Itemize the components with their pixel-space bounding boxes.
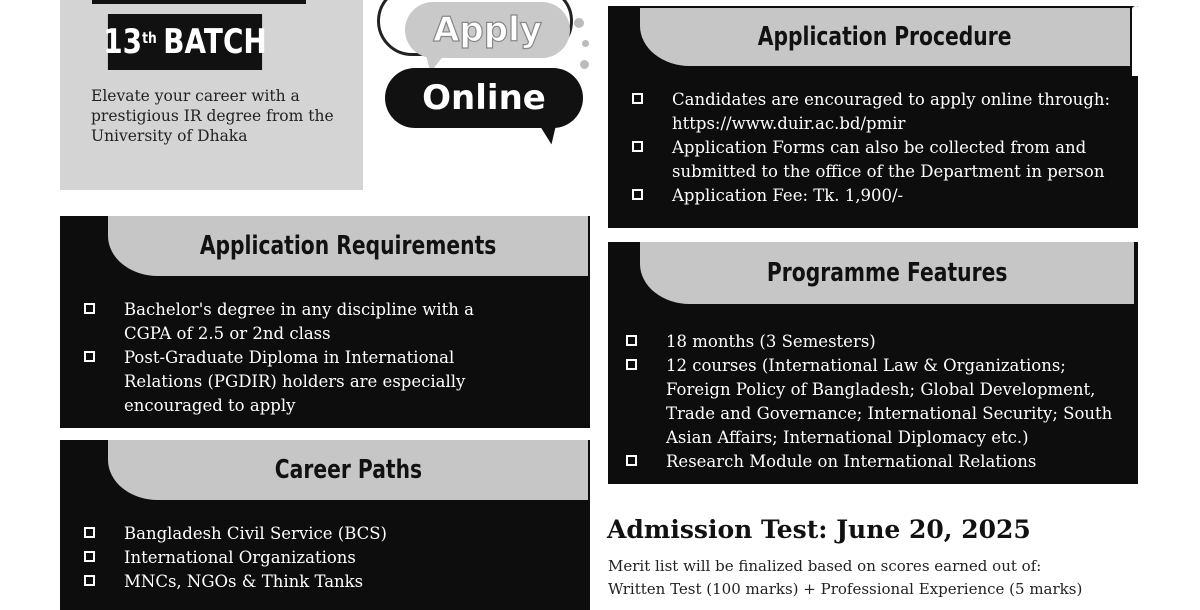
checkbox-icon [84,351,95,362]
list-item: Bangladesh Civil Service (BCS) [84,522,524,546]
checkbox-icon [632,93,643,104]
procedure-title: Application Procedure [758,22,1012,52]
checkbox-icon [632,189,643,200]
checkbox-icon [84,527,95,538]
list-item: 12 courses (International Law & Organizations; Foreign Policy of Bangladesh; Global Development, Trade and Governance; International Security; South Asian Affairs; International Diplomacy etc.) [626,354,1134,450]
list-item: Application Fee: Tk. 1,900/- [632,184,1122,208]
checkbox-icon [84,575,95,586]
list-item: Post-Graduate Diploma in International Relations (PGDIR) holders are especially encouraged to apply [84,346,524,418]
requirements-title: Application Requirements [199,231,497,261]
checkbox-icon [84,551,95,562]
requirements-list [84,298,524,418]
batch-description: Elevate your career with a prestigious IR degree from the University of Dhaka [91,87,334,145]
features-list [626,330,1134,474]
admission-line-2: Written Test (100 marks) + Professional Experience (5 marks) [608,580,1083,598]
procedure-header [640,8,1130,66]
careers-header [108,440,588,500]
admission-line-1: Merit list will be finalized based on scores earned out of: [608,557,1042,575]
list-item: Candidates are encouraged to apply online through: https://www.duir.ac.bd/pmir [632,88,1122,136]
batch-label [103,14,267,70]
checkbox-icon [632,141,643,152]
procedure-list [632,88,1122,208]
checkbox-icon [626,359,637,370]
list-item: 18 months (3 Semesters) [626,330,1134,354]
online-text: Online [422,78,546,118]
batch-number-suffix: th [142,29,157,47]
list-item: Bachelor's degree in any discipline with a CGPA of 2.5 or 2nd class [84,298,524,346]
batch-number: 13 [103,22,143,62]
admission-title: Admission Test: June 20, 2025 [607,515,1031,544]
decor-dot [574,18,584,28]
features-title: Programme Features [766,258,1008,288]
list-item: MNCs, NGOs & Think Tanks [84,570,524,594]
careers-title: Career Paths [274,455,422,485]
decor-dot [582,40,589,47]
features-header [640,242,1134,304]
batch-word: BATCH [163,22,267,62]
checkbox-icon [626,455,637,466]
list-item: Application Forms can also be collected from and submitted to the office of the Department in person [632,136,1122,184]
checkbox-icon [84,303,95,314]
checkbox-icon [626,335,637,346]
careers-list [84,522,524,594]
list-item: International Organizations [84,546,524,570]
procedure-header-edge [1132,6,1140,76]
decor-dot [580,60,589,69]
batch-top-strip [92,0,306,4]
apply-text: Apply [433,10,542,50]
list-item: Research Module on International Relations [626,450,1134,474]
requirements-header [108,216,588,276]
